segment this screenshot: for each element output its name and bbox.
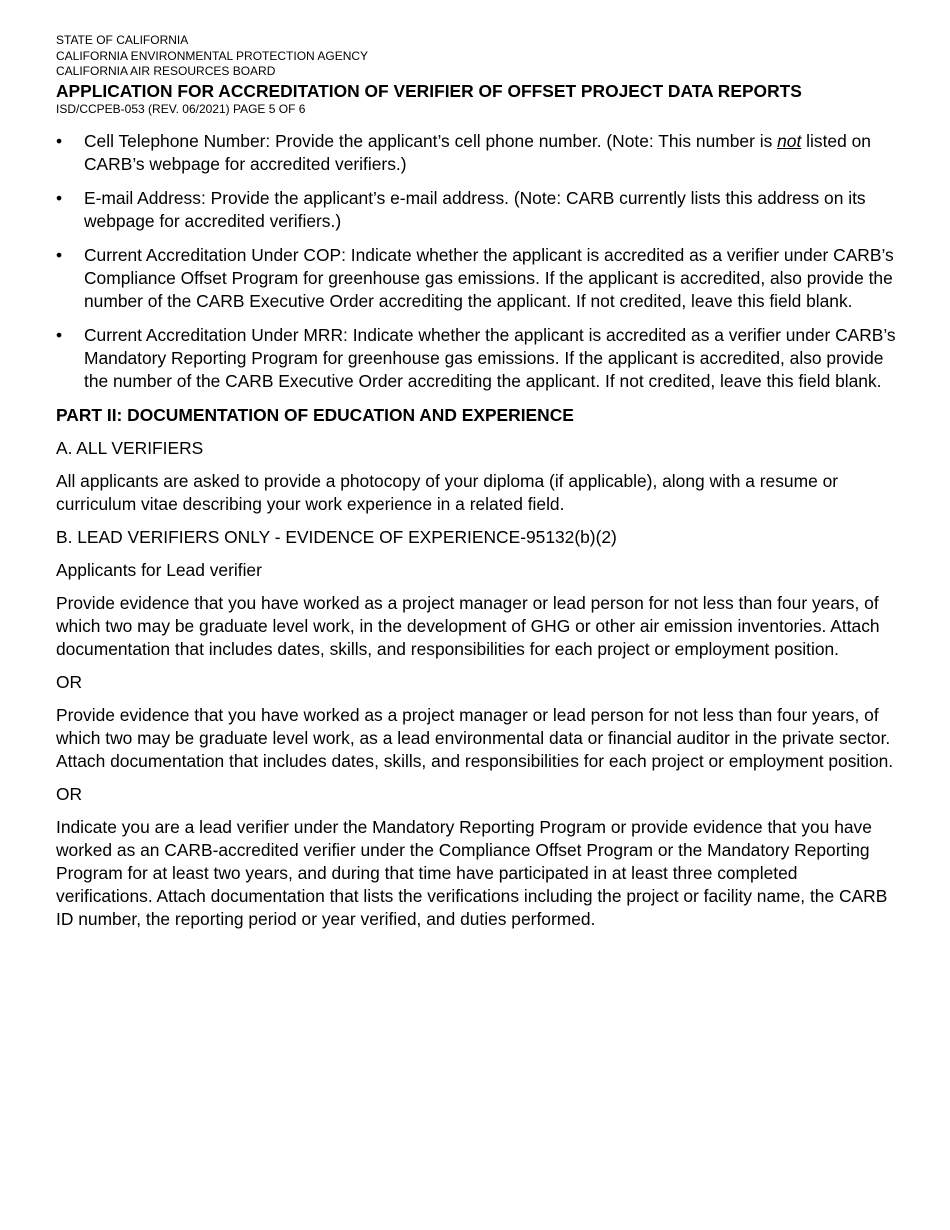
list-item bbox=[56, 130, 898, 176]
part-two-heading: PART II: DOCUMENTATION OF EDUCATION AND EXPERIENCE bbox=[56, 404, 574, 425]
header-board: CALIFORNIA AIR RESOURCES BOARD bbox=[56, 64, 276, 78]
header-state: STATE OF CALIFORNIA bbox=[56, 33, 189, 47]
or-separator: OR bbox=[56, 671, 83, 692]
or-separator: OR bbox=[56, 783, 83, 804]
bullet-emphasis: not bbox=[777, 130, 802, 151]
document-header bbox=[56, 33, 898, 117]
bullet-text: Current Accreditation Under COP: Indicate whether the applicant is accredited as a verifier under CARB’s Compliance Offset Program for greenhouse gas emissions. If the applicant is accredited, also provide the number of the CARB Executive Order accrediting the applicant. If not credited, leave this field blank. bbox=[84, 244, 894, 311]
document-page bbox=[56, 33, 898, 941]
bullet-icon: • bbox=[56, 187, 63, 208]
experience-option-2: Provide evidence that you have worked as a project manager or lead person for not less than four years, of which two may be graduate level work, as a lead environmental data or financial auditor in the private sector. Attach documentation that includes dates, skills, and responsibilities for each project or employment position. bbox=[56, 704, 894, 771]
form-revision: ISD/CCPEB-053 (REV. 06/2021) PAGE 5 OF 6 bbox=[56, 101, 306, 116]
list-item bbox=[56, 324, 898, 393]
experience-option-3: Indicate you are a lead verifier under the Mandatory Reporting Program or provide evidence that you have worked as an CARB-accredited verifier under the Compliance Offset Program or the Mandatory Reporting Program for at least two years, and during that time have participated in at least three completed verifications. Attach documentation that lists the verifications including the project or facility name, the CARB ID number, the reporting period or year verified, and duties performed. bbox=[56, 816, 888, 929]
section-b-subheading: Applicants for Lead verifier bbox=[56, 559, 262, 580]
part-two-section bbox=[56, 404, 898, 931]
section-a-heading: A. ALL VERIFIERS bbox=[56, 437, 204, 458]
list-item bbox=[56, 244, 898, 313]
experience-option-1: Provide evidence that you have worked as a project manager or lead person for not less than four years, of which two may be graduate level work, in the development of GHG or other air emission inventories. Attach documentation that includes dates, skills, and responsibilities for each project or employment position. bbox=[56, 592, 880, 659]
section-b-heading: B. LEAD VERIFIERS ONLY - EVIDENCE OF EXPERIENCE-95132(b)(2) bbox=[56, 526, 617, 547]
header-agency: CALIFORNIA ENVIRONMENTAL PROTECTION AGENCY bbox=[56, 48, 369, 63]
bullet-icon: • bbox=[56, 324, 63, 345]
bullet-icon: • bbox=[56, 244, 63, 265]
list-item bbox=[56, 187, 898, 233]
instruction-bullet-list bbox=[56, 130, 898, 393]
bullet-text: Current Accreditation Under MRR: Indicate whether the applicant is accredited as a verifier under CARB’s Mandatory Reporting Program for greenhouse gas emissions. If the applicant is accredited, also provide the number of the CARB Executive Order accrediting the applicant. If not credited, leave this field blank. bbox=[84, 324, 896, 391]
bullet-text: Cell Telephone Number: Provide the applicant’s cell phone number. (Note: This number is bbox=[84, 130, 778, 151]
bullet-text: E-mail Address: Provide the applicant’s e-mail address. (Note: CARB currently lists this address on its webpage for accredited verifiers.) bbox=[84, 187, 866, 231]
section-a-text: All applicants are asked to provide a photocopy of your diploma (if applicable), along with a resume or curriculum vitae describing your work experience in a related field. bbox=[56, 470, 839, 514]
form-title: APPLICATION FOR ACCREDITATION OF VERIFIER OF OFFSET PROJECT DATA REPORTS bbox=[56, 80, 802, 101]
bullet-icon: • bbox=[56, 130, 63, 151]
bullet-text: listed on CARB’s webpage for accredited verifiers.) bbox=[84, 130, 871, 174]
